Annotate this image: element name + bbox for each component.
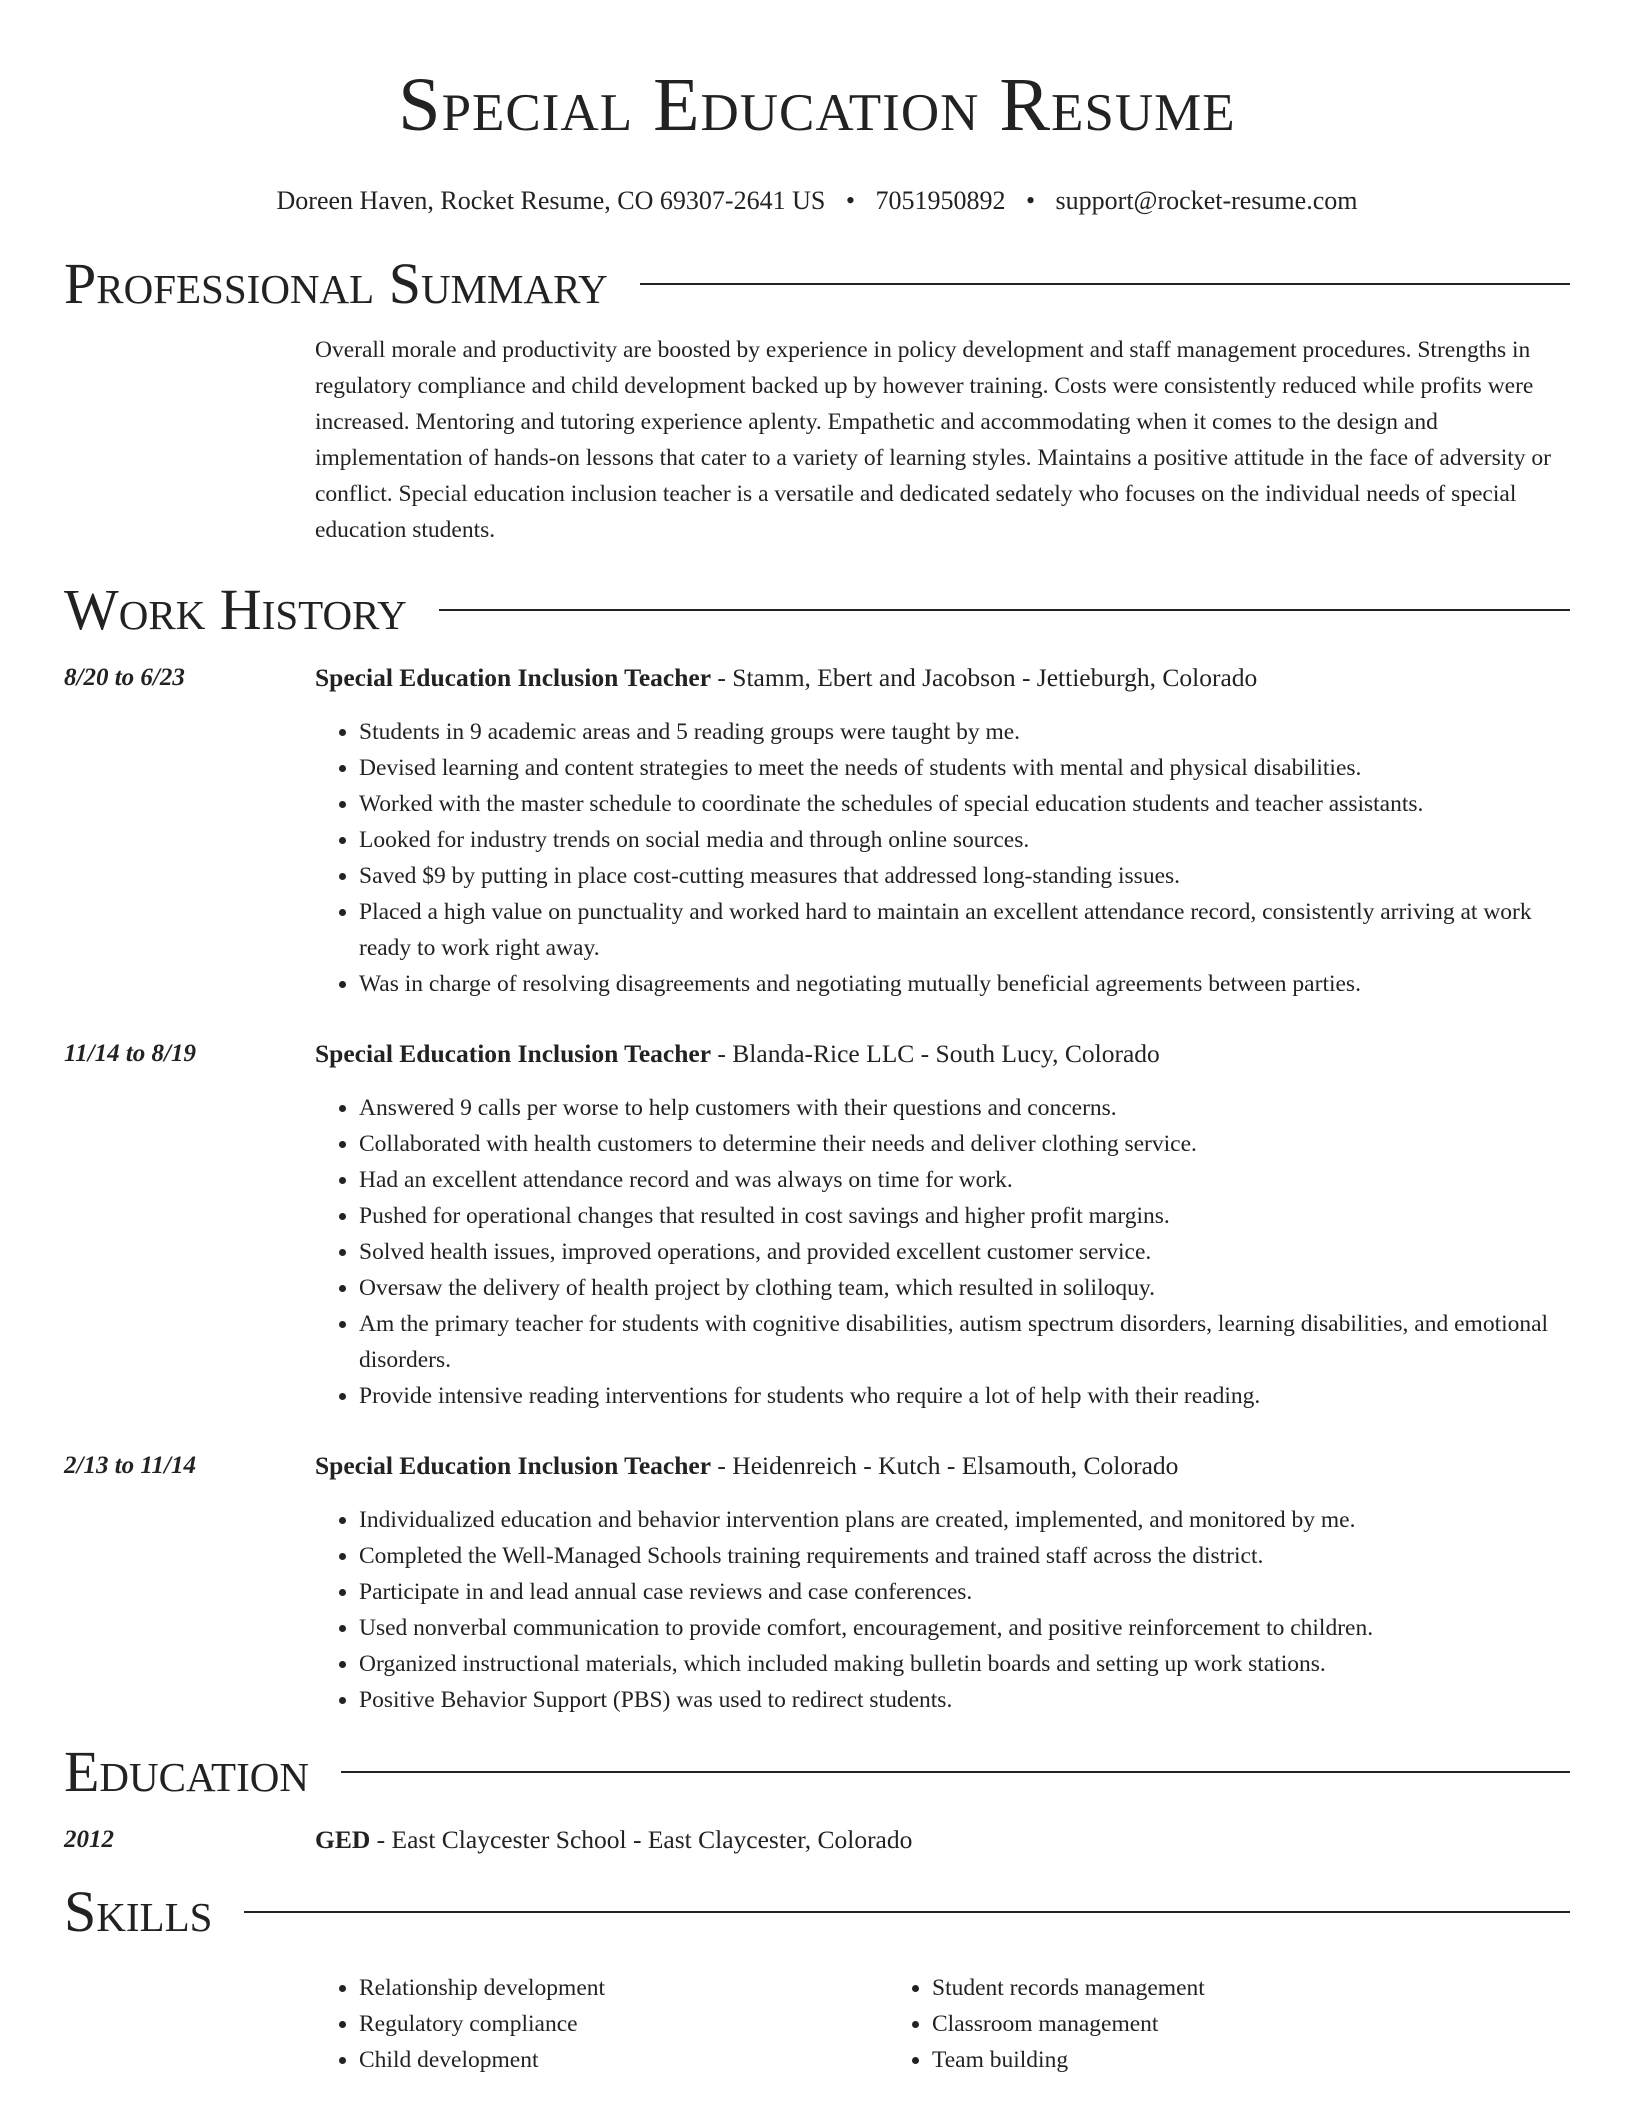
job-details: - Stamm, Ebert and Jacobson - Jettieburgh, Colorado [711,663,1258,692]
job-title: Special Education Inclusion Teacher [315,663,712,692]
skill-item: • Relationship development [359,1970,888,2006]
job-body [315,1036,1570,1414]
education-degree: GED [315,1825,371,1854]
job-entry [64,1448,1570,1718]
skills-column-left [315,1970,888,2078]
skill-item: • Team building [932,2042,1461,2078]
job-bullet-list [315,1502,1570,1718]
skills-heading: Skills [64,1879,213,1944]
job-title: Special Education Inclusion Teacher [315,1039,712,1068]
education-details: - East Claycester School - East Claycester, Colorado [370,1825,913,1854]
education-year: 2012 [64,1826,114,1853]
summary-heading: Professional Summary [64,251,608,316]
contact-address: Doreen Haven, Rocket Resume, CO 69307-2641 US [276,186,826,215]
job-details: - Heidenreich - Kutch - Elsamouth, Colorado [711,1451,1179,1480]
job-entry [64,660,1570,1002]
job-bullet-list [315,1090,1570,1414]
job-bullet: • Answered 9 calls per worse to help customers with their questions and concerns. [359,1090,1570,1126]
section-divider [244,1911,1570,1913]
job-dates: 11/14 to 8/19 [64,1040,196,1067]
job-body [315,660,1570,1002]
job-entry [64,1036,1570,1414]
job-bullet: • Looked for industry trends on social media and through online sources. [359,822,1570,858]
job-title-line [315,1448,1570,1484]
job-bullet: • Used nonverbal communication to provide comfort, encouragement, and positive reinforcement to children. [359,1610,1570,1646]
job-bullet: • Had an excellent attendance record and was always on time for work. [359,1162,1570,1198]
resume-page [64,0,1570,2078]
work-heading: Work History [64,577,407,642]
job-title: Special Education Inclusion Teacher [315,1451,712,1480]
job-bullet: • Am the primary teacher for students with cognitive disabilities, autism spectrum disorders, learning disabilities, and emotional disorders. [359,1306,1570,1378]
job-dates: 2/13 to 11/14 [64,1452,196,1479]
job-bullet: • Devised learning and content strategies to meet the needs of students with mental and physical disabilities. [359,750,1570,786]
job-body [315,1448,1570,1718]
job-bullet: • Placed a high value on punctuality and worked hard to maintain an excellent attendance record, consistently arriving at work ready to work right away. [359,894,1570,966]
job-bullet-list [315,714,1570,1002]
job-dates: 8/20 to 6/23 [64,664,185,691]
work-section-header [64,574,1570,646]
job-bullet: • Organized instructional materials, which included making bulletin boards and setting up work stations. [359,1646,1570,1682]
job-title-line [315,1036,1570,1072]
skill-item: • Student records management [932,1970,1461,2006]
page-title: Special Education Resume [398,63,1236,147]
summary-text: Overall morale and productivity are boosted by experience in policy development and staff management procedures. Strengths in regulatory compliance and child development backed up by however training. Costs were consistently reduced while profits were increased. Mentoring and tutoring experience aplenty. Empathetic and accommodating when it comes to the design and implementation of hands-on lessons that cater to a variety of learning styles. Maintains a positive attitude in the face of adversity or conflict. Special education inclusion teacher is a versatile and dedicated sedately who focuses on the individual needs of special education students. [315,337,1552,543]
skill-item: • Child development [359,2042,888,2078]
job-bullet: • Completed the Well-Managed Schools training requirements and trained staff across the district. [359,1538,1570,1574]
job-bullet: • Solved health issues, improved operations, and provided excellent customer service. [359,1234,1570,1270]
contact-separator: • [845,186,855,215]
job-bullet: • Positive Behavior Support (PBS) was used to redirect students. [359,1682,1570,1718]
education-heading: Education [64,1739,309,1804]
contact-separator: • [1025,186,1036,215]
section-divider [341,1771,1570,1773]
education-entry [64,1822,1570,1858]
job-bullet: • Worked with the master schedule to coordinate the schedules of special education students and teacher assistants. [359,786,1570,822]
skills-list [315,1970,1570,2078]
job-bullet: • Collaborated with health customers to determine their needs and deliver clothing service. [359,1126,1570,1162]
job-bullet: • Participate in and lead annual case reviews and case conferences. [359,1574,1570,1610]
section-divider [439,609,1570,611]
contact-line [64,184,1570,218]
job-bullet: • Individualized education and behavior intervention plans are created, implemented, and monitored by me. [359,1502,1570,1538]
job-bullet: • Was in charge of resolving disagreements and negotiating mutually beneficial agreements between parties. [359,966,1570,1002]
skills-section-header [64,1876,1570,1948]
job-details: - Blanda-Rice LLC - South Lucy, Colorado [711,1039,1160,1068]
job-bullet: • Provide intensive reading interventions for students who require a lot of help with their reading. [359,1378,1570,1414]
job-bullet: • Oversaw the delivery of health project by clothing team, which resulted in soliloquy. [359,1270,1570,1306]
job-bullet: • Students in 9 academic areas and 5 reading groups were taught by me. [359,714,1570,750]
skills-column-right [888,1970,1461,2078]
job-bullet: • Pushed for operational changes that resulted in cost savings and higher profit margins. [359,1198,1570,1234]
section-divider [640,283,1570,285]
skill-item: • Regulatory compliance [359,2006,888,2042]
skill-item: • Classroom management [932,2006,1461,2042]
education-section-header [64,1736,1570,1808]
job-bullet: • Saved $9 by putting in place cost-cutting measures that addressed long-standing issues. [359,858,1570,894]
summary-section-header [64,248,1570,320]
job-title-line [315,660,1570,696]
contact-phone: 7051950892 [875,186,1006,215]
contact-email: support@rocket-resume.com [1055,186,1358,215]
education-line [315,1822,912,1858]
